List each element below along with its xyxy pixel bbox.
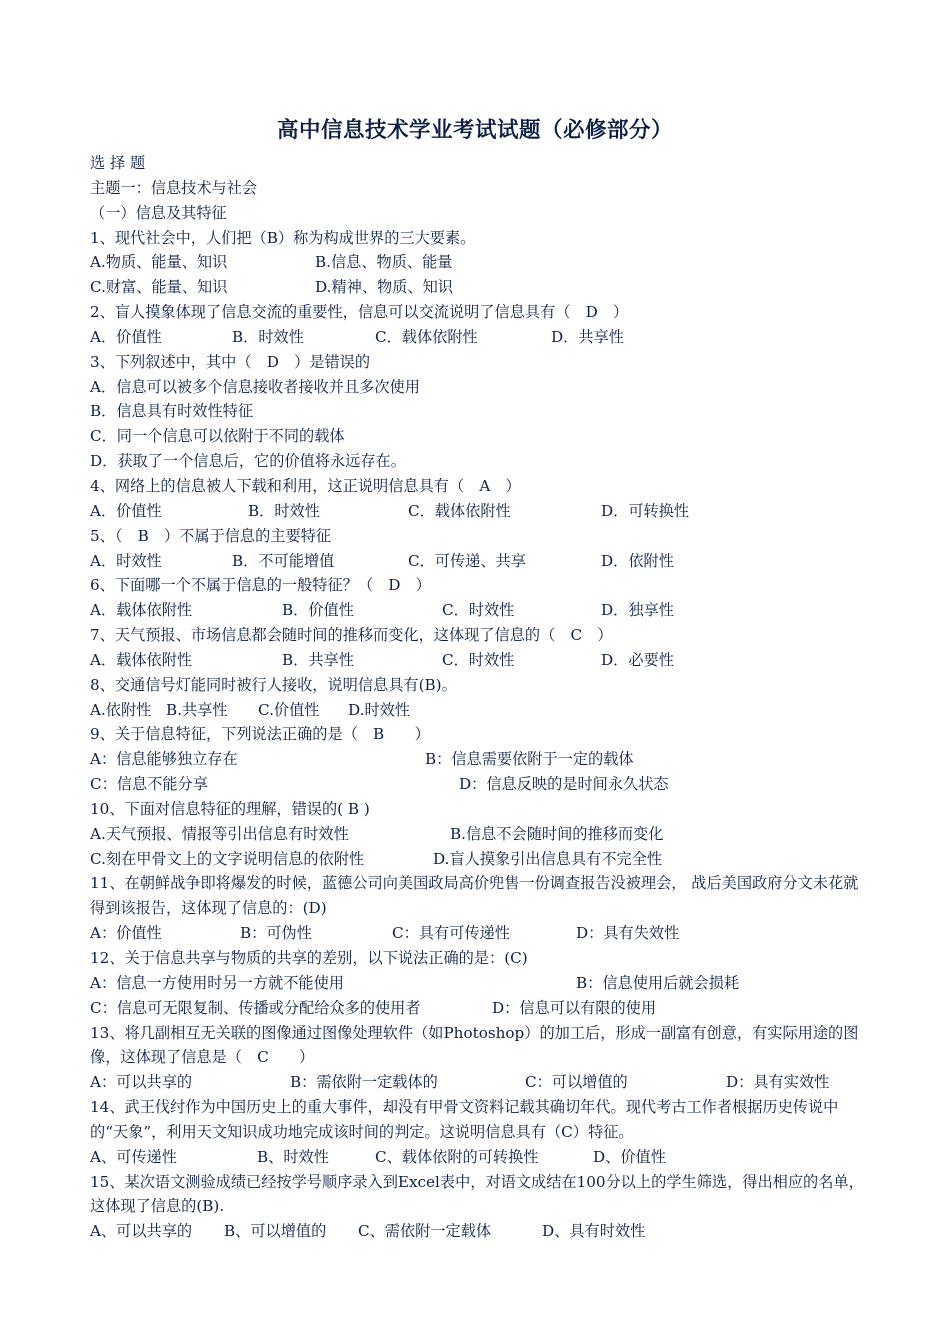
question-10-option-d: D.盲人摸象引出信息具有不完全性 bbox=[433, 849, 663, 868]
page-title: 高中信息技术学业考试试题（必修部分） bbox=[276, 118, 673, 143]
question-14-option-a: A、可传递性 bbox=[90, 1147, 177, 1166]
question-1-options-row-1 bbox=[90, 250, 865, 275]
question-13-option-b: B：需依附一定载体的 bbox=[290, 1073, 438, 1092]
question-8-option-a: A.依附性 bbox=[90, 700, 152, 719]
question-12-option-b: B：信息使用后就会损耗 bbox=[576, 973, 740, 992]
question-12-option-c: C：信息可无限复制、传播或分配给众多的使用者 bbox=[90, 998, 421, 1017]
question-10-option-a: A.天气预报、情报等引出信息有时效性 bbox=[90, 824, 349, 843]
question-6-option-a: A．载体依附性 bbox=[90, 601, 193, 620]
question-11-option-c: C：具有可传递性 bbox=[392, 924, 510, 943]
question-9-option-a: A：信息能够独立存在 bbox=[90, 750, 238, 769]
question-5-option-b: B．不可能增值 bbox=[232, 551, 335, 570]
question-11-options bbox=[90, 921, 865, 946]
question-12-option-a: A：信息一方使用时另一方就不能使用 bbox=[90, 973, 344, 992]
question-15-option-a: A、可以共享的 bbox=[90, 1222, 193, 1241]
question-14-option-b: B、时效性 bbox=[257, 1147, 329, 1166]
question-9-option-d: D：信息反映的是时间永久状态 bbox=[459, 775, 669, 794]
question-11-option-d: D：具有失效性 bbox=[576, 924, 680, 943]
question-2-option-c: C．载体依附性 bbox=[375, 327, 478, 346]
question-7-option-b: B．共享性 bbox=[282, 650, 354, 669]
question-9-option-b: B：信息需要依附于一定的载体 bbox=[425, 750, 634, 769]
question-2-stem: 2、盲人摸象体现了信息交流的重要性，信息可以交流说明了信息具有（ D ） bbox=[90, 303, 629, 322]
question-5-option-c: C．可传递、共享 bbox=[408, 551, 526, 570]
question-10-options-row-2 bbox=[90, 847, 865, 872]
question-7-option-a: A．载体依附性 bbox=[90, 650, 193, 669]
question-7-stem: 7、天气预报、市场信息都会随时间的推移而变化，这体现了信息的（ C ） bbox=[90, 626, 613, 645]
question-15-options bbox=[90, 1219, 865, 1244]
question-1-option-b: B.信息、物质、能量 bbox=[315, 253, 453, 272]
question-11-option-b: B：可伪性 bbox=[240, 924, 312, 943]
question-1-option-c: C.财富、能量、知识 bbox=[90, 278, 228, 297]
question-13-option-c: C：可以增值的 bbox=[525, 1073, 628, 1092]
question-4-option-c: C．载体依附性 bbox=[408, 501, 511, 520]
document-body bbox=[90, 151, 865, 1244]
question-11-option-a: A：价值性 bbox=[90, 924, 162, 943]
question-14-options bbox=[90, 1145, 865, 1170]
question-8-option-c: C.价值性 bbox=[258, 700, 320, 719]
question-12-options-row-1 bbox=[90, 971, 865, 996]
question-2-options bbox=[90, 325, 865, 350]
question-5-option-d: D．依附性 bbox=[601, 551, 674, 570]
question-12-stem: 12、关于信息共享与物质的共享的差别，以下说法正确的是：(C) bbox=[90, 949, 528, 967]
question-10-stem: 10、下面对信息特征的理解，错误的( B ) bbox=[90, 799, 370, 818]
question-3-option-d: D．获取了一个信息后，它的价值将永远存在。 bbox=[90, 452, 406, 471]
question-8-options bbox=[90, 698, 865, 723]
question-7-option-c: C．时效性 bbox=[442, 650, 515, 669]
question-9-options-row-2 bbox=[90, 772, 865, 797]
question-15-option-b: B、可以增值的 bbox=[224, 1222, 327, 1241]
question-4-option-d: D．可转换性 bbox=[601, 501, 690, 520]
question-4-option-b: B．时效性 bbox=[248, 501, 320, 520]
question-14-option-d: D、价值性 bbox=[593, 1147, 666, 1166]
question-10-options-row-1 bbox=[90, 822, 865, 847]
question-1-option-a: A.物质、能量、知识 bbox=[90, 253, 228, 272]
question-9-option-c: C：信息不能分享 bbox=[90, 775, 208, 794]
question-14-stem: 14、武王伐纣作为中国历史上的重大事件，却没有甲骨文资料记载其确切年代。现代考古工作者根据历史传说中的“天象”，利用天文知识成功地完成该时间的判定。这说明信息具有（C）特征。 bbox=[90, 1098, 839, 1141]
question-7-option-d: D．必要性 bbox=[601, 650, 674, 669]
question-12-options-row-2 bbox=[90, 996, 865, 1021]
question-3-option-c: C．同一个信息可以依附于不同的载体 bbox=[90, 427, 345, 446]
question-8-option-b: B.共享性 bbox=[166, 700, 228, 719]
question-6-option-d: D．独享性 bbox=[601, 601, 674, 620]
question-15-stem: 15、某次语文测验成绩已经按学号顺序录入到Excel表中，对语文成结在100分以上的学生筛选，得出相应的名单，这体现了信息的(B). bbox=[90, 1172, 864, 1216]
topic-heading: 主题一：信息技术与社会 bbox=[90, 178, 258, 197]
question-8-stem: 8、交通信号灯能同时被行人接收，说明信息具有(B)。 bbox=[90, 675, 457, 694]
question-3-option-a: A．信息可以被多个信息接收者接收并且多次使用 bbox=[90, 377, 420, 396]
question-5-stem: 5、（ B ）不属于信息的主要特征 bbox=[90, 526, 332, 545]
question-3-stem: 3、下列叙述中，其中（ D ）是错误的 bbox=[90, 352, 371, 371]
question-13-option-a: A：可以共享的 bbox=[90, 1073, 193, 1092]
question-8-option-d: D.时效性 bbox=[348, 700, 411, 719]
question-4-stem: 4、网络上的信息被人下载和利用，这正说明信息具有（ A ） bbox=[90, 476, 521, 495]
question-11-stem: 11、在朝鲜战争即将爆发的时候，蓝德公司向美国政局高价兜售一份调查报告没被理会， 战后美国政府分文未花就得到该报告，这体现了信息的：(D) bbox=[90, 874, 859, 918]
question-4-options bbox=[90, 499, 865, 524]
question-2-option-a: A．价值性 bbox=[90, 327, 162, 346]
question-15-option-c: C、需依附一定载体 bbox=[358, 1222, 492, 1241]
question-2-option-d: D．共享性 bbox=[551, 327, 624, 346]
section-heading: 选 择 题 bbox=[90, 154, 146, 172]
question-2-option-b: B．时效性 bbox=[232, 327, 304, 346]
question-3-option-b: B．信息具有时效性特征 bbox=[90, 402, 254, 421]
question-13-option-d: D：具有实效性 bbox=[726, 1073, 830, 1092]
question-6-options bbox=[90, 598, 865, 623]
question-1-stem: 1、现代社会中，人们把（B）称为构成世界的三大要素。 bbox=[90, 228, 476, 247]
question-1-option-d: D.精神、物质、知识 bbox=[315, 278, 453, 297]
question-4-option-a: A．价值性 bbox=[90, 501, 162, 520]
question-13-stem: 13、将几副相互无关联的图像通过图像处理软件（如Photoshop）的加工后，形成一副富有创意，有实际用途的图像，这体现了信息是（ C ） bbox=[90, 1023, 859, 1067]
question-6-option-b: B．价值性 bbox=[282, 601, 354, 620]
question-6-stem: 6、下面哪一个不属于信息的一般特征？（ D ） bbox=[90, 576, 431, 595]
question-13-options bbox=[90, 1070, 865, 1095]
question-5-option-a: A．时效性 bbox=[90, 551, 162, 570]
question-6-option-c: C．时效性 bbox=[442, 601, 515, 620]
question-5-options bbox=[90, 549, 865, 574]
question-14-option-c: C、载体依附的可转换性 bbox=[375, 1147, 539, 1166]
question-9-options-row-1 bbox=[90, 747, 865, 772]
question-9-stem: 9、关于信息特征，下列说法正确的是（ B ） bbox=[90, 725, 430, 744]
subtopic-heading: （一）信息及其特征 bbox=[90, 203, 227, 222]
question-15-option-d: D、具有时效性 bbox=[542, 1222, 646, 1241]
question-1-options-row-2 bbox=[90, 275, 865, 300]
question-7-options bbox=[90, 648, 865, 673]
question-10-option-b: B.信息不会随时间的推移而变化 bbox=[450, 824, 664, 843]
question-12-option-d: D：信息可以有限的使用 bbox=[492, 998, 657, 1017]
question-10-option-c: C.刻在甲骨文上的文字说明信息的依附性 bbox=[90, 849, 365, 868]
